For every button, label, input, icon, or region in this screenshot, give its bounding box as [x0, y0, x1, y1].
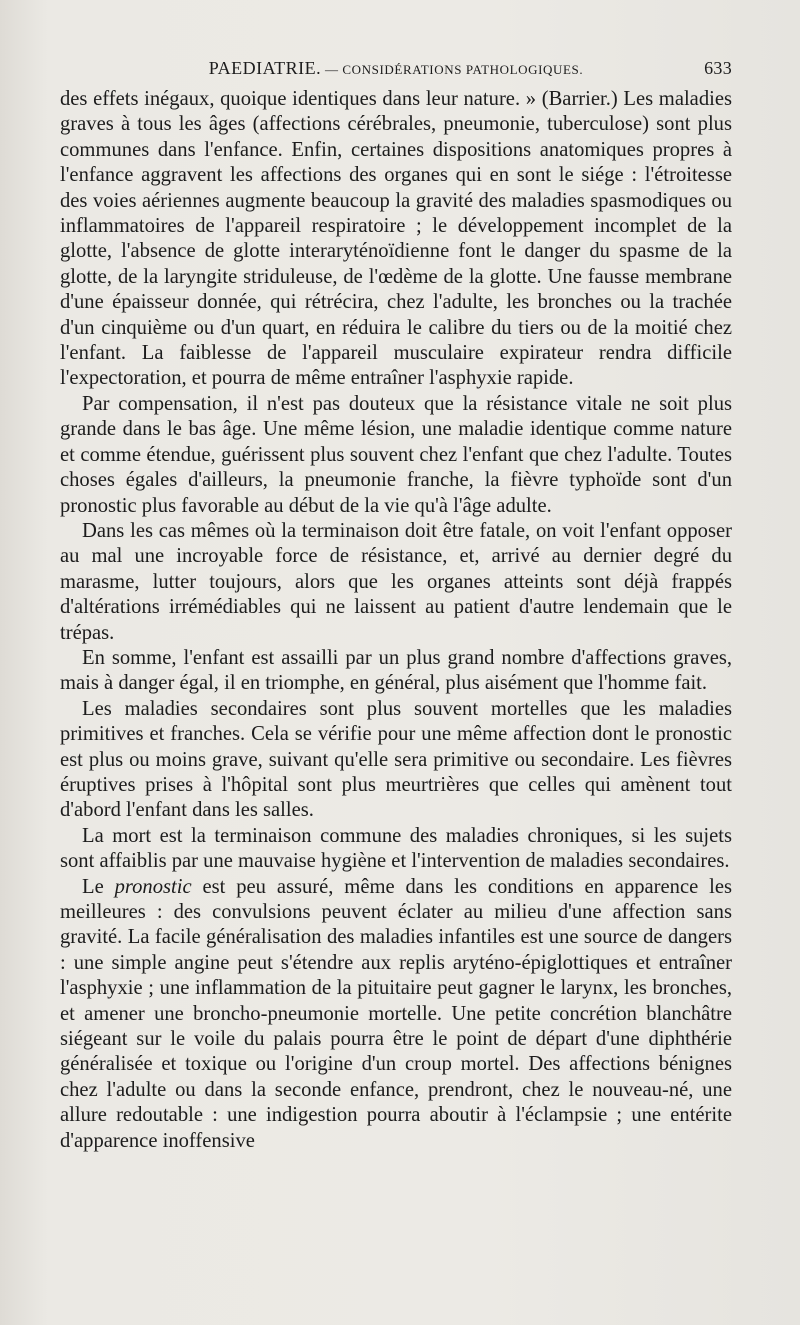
- paragraph-rest: est peu assuré, même dans les conditions en apparence les meilleures : des convulsions peuvent éclater au milieu d'une affection sans gravité. La facile généralisation des maladies infantiles est une source de dangers : une simple angine peut s'étendre aux replis aryténo-épiglottiques et entraîner l'asphyxie ; une inflammation de la pituitaire peut gagner le larynx, les bronches, et amener une broncho-pneumonie mortelle. Une petite concrétion blanchâtre siégeant sur le voile du palais pourra être le point de départ d'une diphthérie généralisée et toxique ou l'origine d'un croup mortel. Des affections bénignes chez l'adulte ou dans la seconde enfance, prendront, chez le nouveau-né, une allure redoutable : une indigestion pourra aboutir à l'éclampsie ; une entérite d'apparence inoffensive: [60, 875, 732, 1152]
- page-number: 633: [704, 58, 732, 78]
- paragraph: La mort est la terminaison commune des maladies chroniques, si les sujets sont affaiblis par une mauvaise hygiène et l'intervention de maladies secondaires.: [60, 824, 732, 873]
- paragraph: des effets inégaux, quoique identiques dans leur nature. » (Barrier.) Les maladies graves à tous les âges (affections cérébrales, pneumonie, tuberculose) sont plus communes dans l'enfance. Enfin, certaines dispositions anatomiques propres à l'enfance aggravent les affections des organes qui en sont le siége : l'étroitesse des voies aériennes augmente beaucoup la gravité des maladies spasmodiques ou inflammatoires de l'appareil respiratoire ; le développement incomplet de la glotte, l'absence de glotte interaryténoïdienne font le danger du spasme de la glotte, de la laryngite striduleuse, de l'œdème de la glotte. Une fausse membrane d'une épaisseur donnée, qui rétrécira, chez l'adulte, les bronches ou la trachée d'un cinquième ou d'un quart, en réduira le calibre du tiers ou de la moitié chez l'enfant. La faiblesse de l'appareil musculaire expirateur rendra difficile l'expectoration, et pourra de même entraîner l'asphyxie rapide.: [60, 88, 732, 390]
- paragraph-lead: Le: [82, 875, 115, 898]
- running-title: [60, 58, 732, 79]
- paragraph: [60, 875, 732, 1154]
- header-subtitle: CONSIDÉRATIONS PATHOLOGIQUES.: [342, 62, 584, 77]
- paragraph: Les maladies secondaires sont plus souvent mortelles que les maladies primitives et franches. Cela se vérifie pour une même affection dont le pronostic est plus ou moins grave, suivant qu'elle sera primitive ou secondaire. Les fièvres éruptives prises à l'hôpital sont plus meurtrières que celles qui amènent tout d'abord l'enfant dans les salles.: [60, 697, 732, 822]
- header-separator: —: [321, 62, 343, 77]
- running-header: [60, 58, 732, 84]
- emphasis-pronostic: pronostic: [114, 875, 192, 898]
- paragraph: En somme, l'enfant est assailli par un plus grand nombre d'affections graves, mais à danger égal, il en triomphe, en général, plus aisément que l'homme fait.: [60, 646, 732, 695]
- paragraph: Par compensation, il n'est pas douteux que la résistance vitale ne soit plus grande dans le bas âge. Une même lésion, une maladie identique comme nature et comme étendue, guérissent plus souvent chez l'enfant que chez l'adulte. Toutes choses égales d'ailleurs, la pneumonie franche, la fièvre typhoïde sont d'un pronostic plus favorable au début de la vie qu'à l'âge adulte.: [60, 392, 732, 517]
- paragraph: Dans les cas mêmes où la terminaison doit être fatale, on voit l'enfant opposer au mal une incroyable force de résistance, et, arrivé au dernier degré du marasme, lutter toujours, alors que les organes atteints sont déjà frappés d'altérations irrémédiables qui ne laissent au patient d'autre lendemain que le trépas.: [60, 519, 732, 644]
- body-text: [60, 87, 732, 1154]
- header-title: PAEDIATRIE.: [208, 58, 322, 78]
